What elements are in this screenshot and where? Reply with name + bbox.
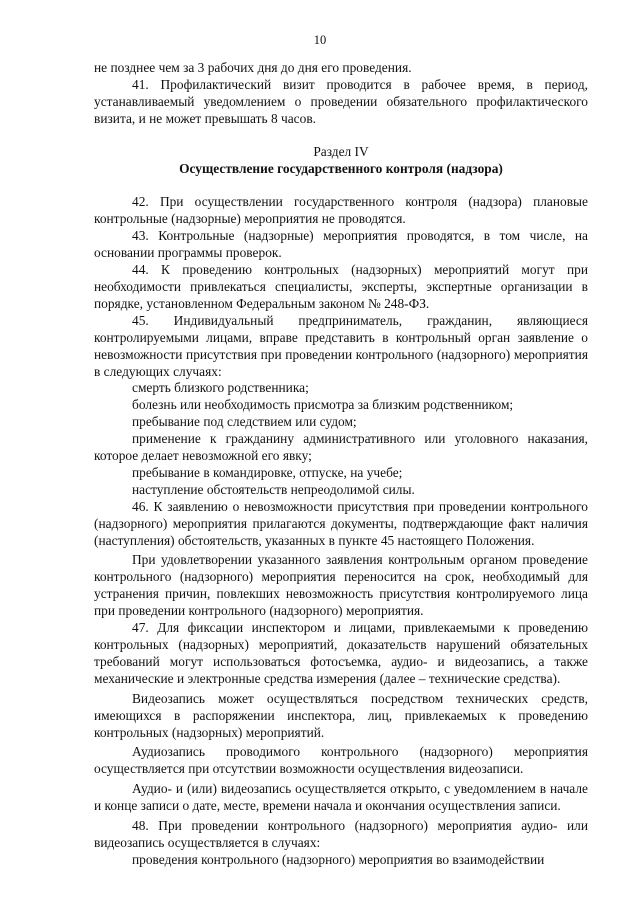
page-number: 10 [313, 33, 327, 47]
paragraph-44: 44. К проведению контрольных (надзорных) мероприятий могут при необходимости привлекаться специалисты, эксперты, экспертные организации в порядке, установленном Федеральным законом № 248-ФЗ. [94, 262, 588, 311]
paragraph-continuation: не позднее чем за 3 рабочих дня до дня его проведения. [94, 60, 412, 75]
list-item: смерть близкого родственника; [132, 380, 309, 396]
section-subtitle: Осуществление государственного контроля (надзора) [179, 160, 503, 176]
paragraph-48: 48. При проведении контрольного (надзорного) мероприятия аудио- или видеозапись осуществляется в случаях: [94, 818, 588, 850]
paragraph-43: 43. Контрольные (надзорные) мероприятия проводятся, в том числе, на основании программы проверок. [94, 228, 588, 261]
paragraph-47-audio: Аудиозапись проводимого контрольного (надзорного) мероприятия осуществляется при отсутствии возможности осуществления видеозаписи. [94, 744, 588, 777]
list-item: пребывание в командировке, отпуске, на учебе; [132, 464, 403, 480]
paragraph-47-open-recording: Аудио- и (или) видеозапись осуществляется открыто, с уведомлением в начале и конце записи о дате, месте, времени начала и окончания осуществления записи. [94, 781, 588, 814]
list-item: наступление обстоятельств непреодолимой силы. [132, 481, 415, 497]
paragraph-47-video: Видеозапись может осуществляться посредством технических средств, имеющихся в распоряжении инспектора, лиц, привлекаемых к проведению контрольных (надзорных) мероприятий. [94, 690, 588, 740]
document-body [94, 60, 588, 869]
paragraph-45: 45. Индивидуальный предприниматель, гражданин, являющиеся контролируемыми лицами, вправе представить в контрольный орган заявление о невозможности присутствия при проведении контрольного (надзорного) мероприятия в следующих случаях: [94, 312, 588, 379]
paragraph-48-case: проведения контрольного (надзорного) мероприятия во взаимодействии [132, 851, 545, 867]
paragraph-42: 42. При осуществлении государственного контроля (надзора) плановые контрольные (надзорные) мероприятия не проводятся. [94, 194, 588, 227]
list-item: болезнь или необходимость присмотра за близким родственником; [132, 397, 514, 413]
list-item: пребывание под следствием или судом; [132, 414, 357, 430]
section-title: Раздел IV [313, 143, 369, 159]
paragraph-46: 46. К заявлению о невозможности присутствия при проведении контрольного (надзорного) мероприятия прилагаются документы, подтверждающие факт наличия (наступления) обстоятельств, указанных в пункте 45 настоящего Положения. [94, 498, 588, 548]
paragraph-47: 47. Для фиксации инспектором и лицами, привлекаемыми к проведению контрольных (надзорных) мероприятий, доказательств нарушений обязательных требований могут использоваться фотосъемка, аудио- и видеозапись, а также механические и электронные средства измерения (далее – технические средства). [94, 620, 588, 686]
list-item: применение к гражданину административного или уголовного наказания, которое делает невозможной его явку; [94, 431, 588, 464]
paragraph-41: 41. Профилактический визит проводится в рабочее время, в период, устанавливаемый уведомлением о проведении обязательного профилактического визита, и не может превышать 8 часов. [94, 76, 588, 126]
paragraph-46-continuation: При удовлетворении указанного заявления контрольным органом проведение контрольного (надзорного) мероприятия переносится на срок, необходимый для устранения причин, повлекших невозможность присутствия контролируемого лица при проведении контрольного (надзорного) мероприятия. [94, 552, 588, 619]
